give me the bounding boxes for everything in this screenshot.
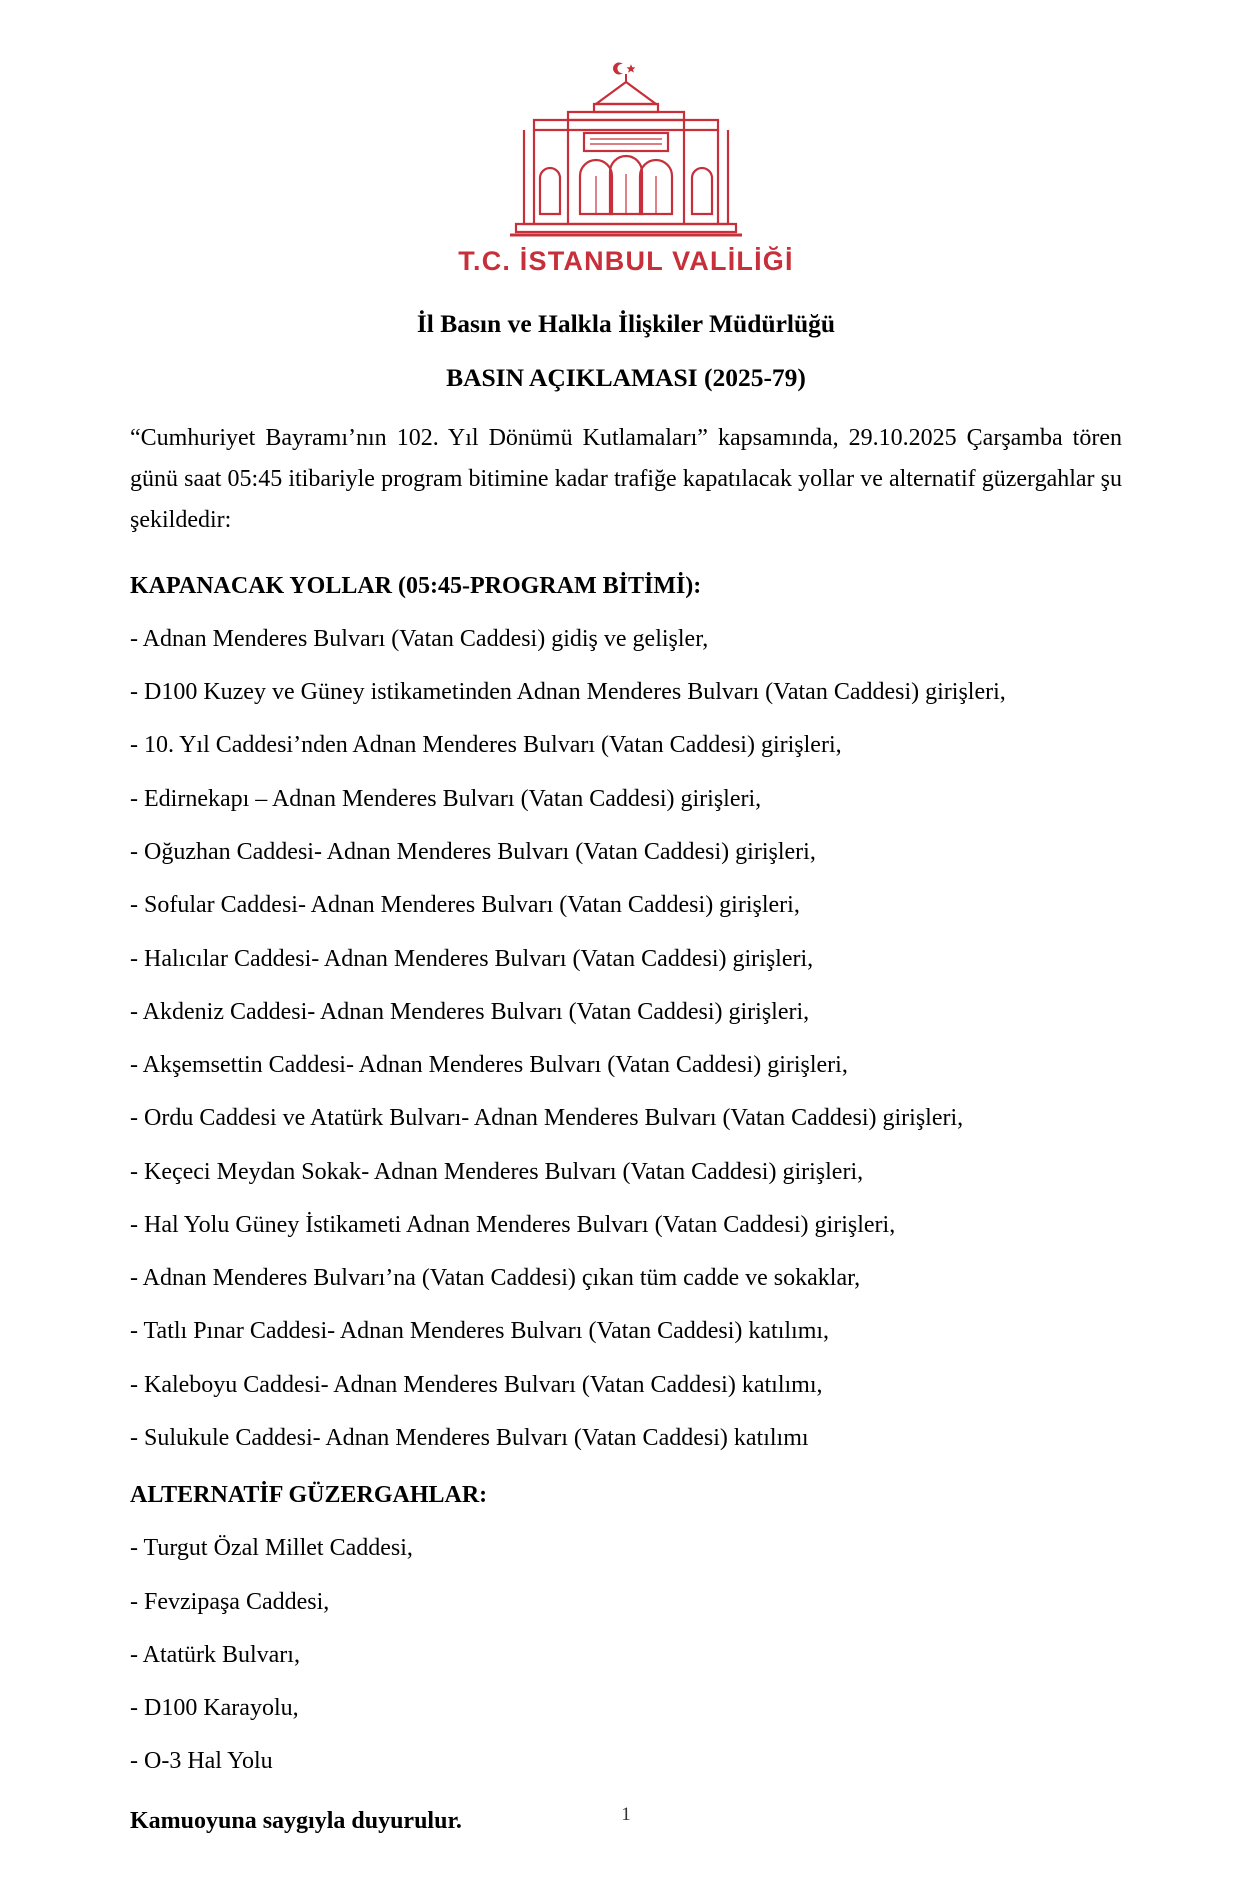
list-item: - Tatlı Pınar Caddesi- Adnan Menderes Bulvarı (Vatan Caddesi) katılımı, bbox=[130, 1318, 830, 1345]
list-item: - Sulukule Caddesi- Adnan Menderes Bulvarı (Vatan Caddesi) katılımı bbox=[130, 1424, 809, 1451]
alternative-routes-heading: ALTERNATİF GÜZERGAHLAR: bbox=[130, 1482, 488, 1509]
list-item: - Atatürk Bulvarı, bbox=[130, 1641, 300, 1668]
alternative-routes-list bbox=[130, 1528, 1122, 1782]
closing-statement: Kamuoyuna saygıyla duyurulur. bbox=[130, 1807, 462, 1834]
list-item: - D100 Karayolu, bbox=[130, 1695, 299, 1722]
list-item: - Halıcılar Caddesi- Adnan Menderes Bulvarı (Vatan Caddesi) girişleri, bbox=[130, 945, 814, 972]
list-item: - Sofular Caddesi- Adnan Menderes Bulvarı (Vatan Caddesi) girişleri, bbox=[130, 892, 800, 919]
logo-block bbox=[130, 54, 1122, 277]
list-item: - Turgut Özal Millet Caddesi, bbox=[130, 1535, 413, 1562]
list-item: - Keçeci Meydan Sokak- Adnan Menderes Bulvarı (Vatan Caddesi) girişleri, bbox=[130, 1158, 864, 1185]
page-title: İl Basın ve Halkla İlişkiler Müdürlüğü bbox=[416, 309, 836, 338]
closed-roads-list bbox=[130, 619, 1122, 1459]
page-subtitle: BASIN AÇIKLAMASI (2025-79) bbox=[446, 363, 806, 393]
list-item: - Fevzipaşa Caddesi, bbox=[130, 1588, 330, 1615]
list-item: - O-3 Hal Yolu bbox=[130, 1748, 273, 1775]
building-icon bbox=[476, 54, 776, 244]
list-item: - 10. Yıl Caddesi’nden Adnan Menderes Bulvarı (Vatan Caddesi) girişleri, bbox=[130, 732, 842, 759]
list-item: - Akdeniz Caddesi- Adnan Menderes Bulvarı (Vatan Caddesi) girişleri, bbox=[130, 998, 810, 1025]
list-item: - Kaleboyu Caddesi- Adnan Menderes Bulvarı (Vatan Caddesi) katılımı, bbox=[130, 1371, 823, 1398]
list-item: - D100 Kuzey ve Güney istikametinden Adnan Menderes Bulvarı (Vatan Caddesi) girişleri, bbox=[130, 679, 1006, 706]
list-item: - Adnan Menderes Bulvarı (Vatan Caddesi) gidiş ve gelişler, bbox=[130, 625, 709, 652]
page-number: 1 bbox=[621, 1804, 631, 1826]
list-item: - Akşemsettin Caddesi- Adnan Menderes Bulvarı (Vatan Caddesi) girişleri, bbox=[130, 1052, 848, 1079]
list-item: - Hal Yolu Güney İstikameti Adnan Menderes Bulvarı (Vatan Caddesi) girişleri, bbox=[130, 1211, 896, 1238]
closed-roads-heading: KAPANACAK YOLLAR (05:45-PROGRAM BİTİMİ): bbox=[130, 572, 702, 599]
list-item: - Edirnekapı – Adnan Menderes Bulvarı (Vatan Caddesi) girişleri, bbox=[130, 785, 762, 812]
intro-paragraph: “Cumhuriyet Bayramı’nın 102. Yıl Dönümü Kutlamaları” kapsamında, 29.10.2025 Çarşamba tören günü saat 05:45 itibariyle program bitimine kadar trafiğe kapatılacak yollar ve alternatif güzergahlar şu şekildedir: bbox=[130, 424, 1122, 534]
logo-caption: T.C. İSTANBUL VALİLİĞİ bbox=[458, 246, 794, 276]
list-item: - Ordu Caddesi ve Atatürk Bulvarı- Adnan Menderes Bulvarı (Vatan Caddesi) girişleri, bbox=[130, 1105, 964, 1132]
list-item: - Adnan Menderes Bulvarı’na (Vatan Caddesi) çıkan tüm cadde ve sokaklar, bbox=[130, 1265, 861, 1292]
list-item: - Oğuzhan Caddesi- Adnan Menderes Bulvarı (Vatan Caddesi) girişleri, bbox=[130, 838, 816, 865]
